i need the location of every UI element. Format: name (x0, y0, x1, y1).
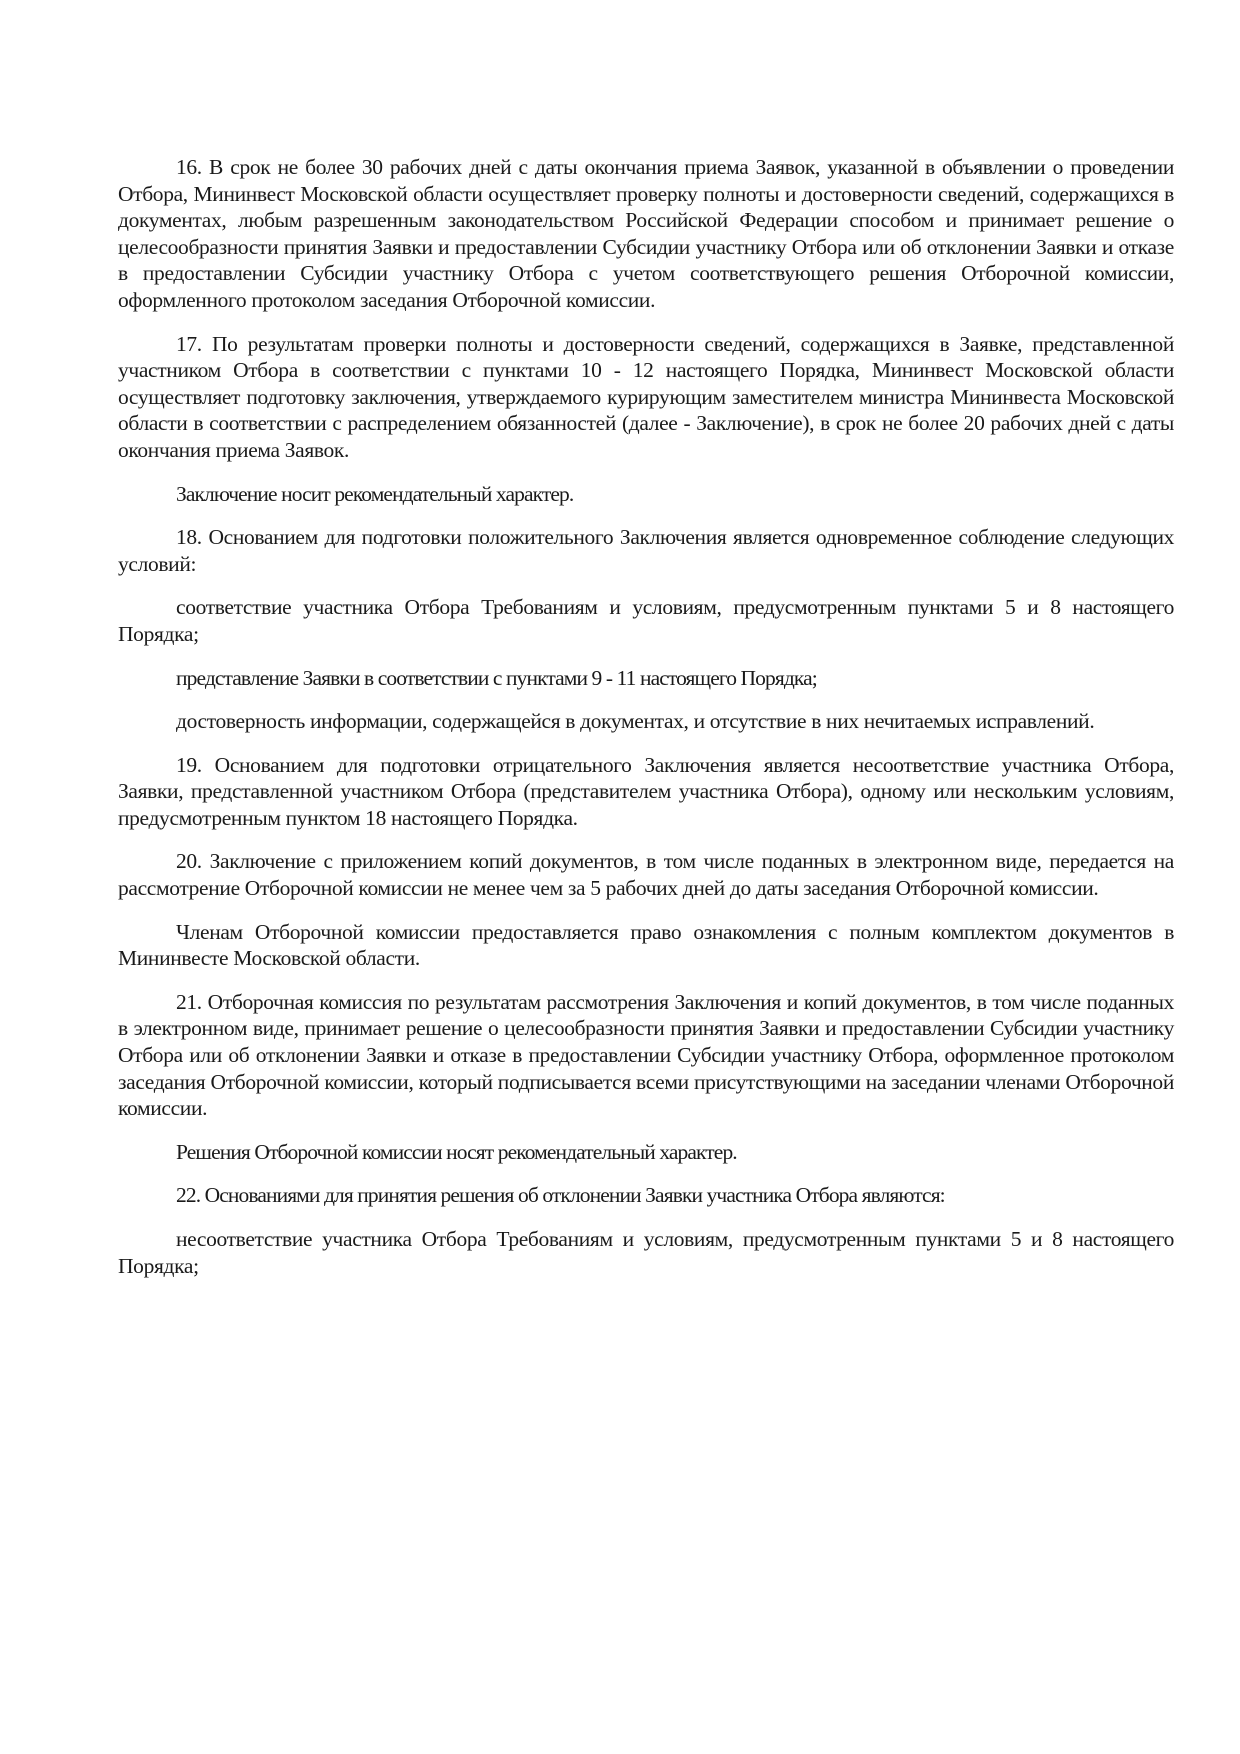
paragraph-18-condition-3: достоверность информации, содержащейся в документах, и отсутствие в них нечитаемых исправлений. (176, 709, 1095, 734)
paragraph-21: 21. Отборочная комиссия по результатам рассмотрения Заключения и копий документов, в том числе поданных в электронном виде, принимает решение о целесообразности принятия Заявки и предоставлении Субсидии участнику Отбора или об отклонении Заявки и отказе в предоставлении Субсидии участнику Отбора, оформленное протоколом заседания Отборочной комиссии, который подписывается всеми присутствующими на заседании членами Отборочной комиссии. (118, 989, 1174, 1121)
paragraph-17: 17. По результатам проверки полноты и достоверности сведений, содержащихся в Заявке, представленной участником Отбора в соответствии с пунктами 10 - 12 настоящего Порядка, Мининвест Московской области осуществляет подготовку заключения, утверждаемого курирующим заместителем министра Мининвеста Московской области в соответствии с распределением обязанностей (далее - Заключение), в срок не более 20 рабочих дней с даты окончания приема Заявок. (118, 331, 1174, 462)
paragraph-22-ground-1: несоответствие участника Отбора Требованиям и условиям, предусмотренным пунктами 5 и 8 настоящего Порядка; (118, 1227, 1174, 1278)
paragraph-members-right: Членам Отборочной комиссии предоставляется право ознакомления с полным комплектом документов в Мининвесте Московской области. (118, 919, 1174, 971)
paragraph-16: 16. В срок не более 30 рабочих дней с даты окончания приема Заявок, указанной в объявлении о проведении Отбора, Мининвест Московской области осуществляет проверку полноты и достоверности сведений, содержащихся в документах, любым разрешенным законодательством Российской Федерации способом и принимает решение о целесообразности принятия Заявки и предоставлении Субсидии участнику Отбора или об отклонении Заявки и отказе в предоставлении Субсидии участнику Отбора с учетом соответствующего решения Отборочной комиссии, оформленного протоколом заседания Отборочной комиссии. (118, 155, 1174, 312)
paragraph-18-condition-1: соответствие участника Отбора Требованиям и условиям, предусмотренным пунктами 5 и 8 настоящего Порядка; (118, 595, 1174, 646)
paragraph-22: 22. Основаниями для принятия решения об отклонении Заявки участника Отбора являются: (176, 1183, 945, 1208)
paragraph-19: 19. Основанием для подготовки отрицательного Заключения является несоответствие участника Отбора, Заявки, представленной участником Отбора (представителем участника Отбора), одному или нескольким условиям, предусмотренным пунктом 18 настоящего Порядка. (118, 752, 1174, 830)
document-page (118, 154, 1174, 1296)
paragraph-conclusion-advisory: Заключение носит рекомендательный характер. (176, 481, 574, 506)
paragraph-18: 18. Основанием для подготовки положительного Заключения является одновременное соблюдение следующих условий: (118, 525, 1174, 576)
paragraph-18-condition-2: представление Заявки в соответствии с пунктами 9 - 11 настоящего Порядка; (176, 665, 817, 690)
paragraph-decisions-advisory: Решения Отборочной комиссии носят рекомендательный характер. (176, 1139, 737, 1164)
paragraph-20: 20. Заключение с приложением копий документов, в том числе поданных в электронном виде, передается на рассмотрение Отборочной комиссии не менее чем за 5 рабочих дней до даты заседания Отборочной комиссии. (118, 849, 1174, 901)
